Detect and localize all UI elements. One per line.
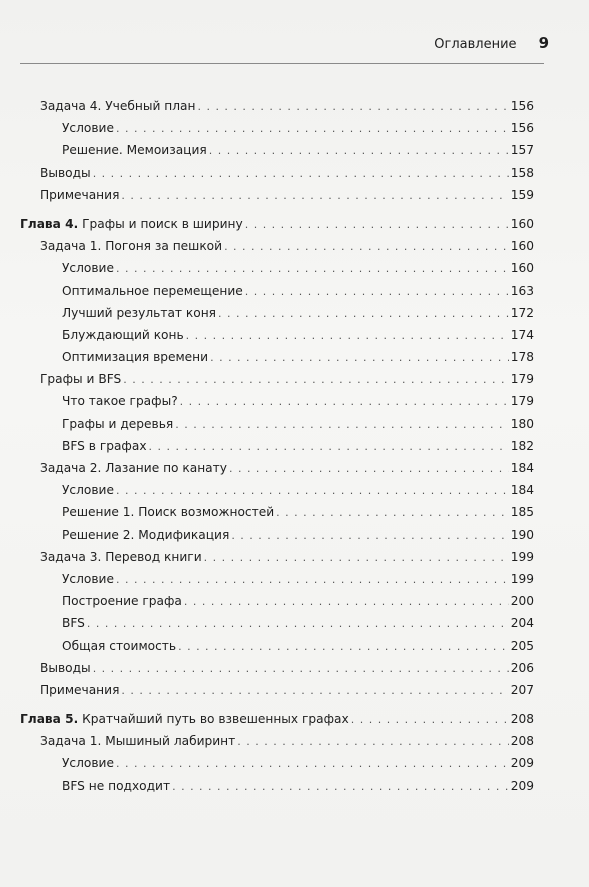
toc-chapter-entry xyxy=(20,213,534,235)
toc-entry-label xyxy=(62,280,243,302)
toc-entry-label xyxy=(62,413,173,435)
toc-entry-label xyxy=(62,501,274,523)
toc-entry xyxy=(20,324,534,346)
dot-leader xyxy=(93,658,509,680)
toc-entry-label xyxy=(20,708,349,730)
toc-entry xyxy=(20,479,534,501)
toc-entry-title: Лучший результат коня xyxy=(62,305,217,320)
toc-entry-label xyxy=(62,117,114,139)
toc-entry-label xyxy=(62,390,178,412)
dot-leader xyxy=(186,325,509,347)
toc-entry-label xyxy=(62,302,216,324)
dot-leader xyxy=(231,525,508,547)
toc-page-number: 205 xyxy=(510,638,534,653)
toc-entry-title: Оптимизация времени xyxy=(62,350,209,365)
toc-entry-title: BFS xyxy=(62,616,85,631)
toc-entry-title: Задача 1. Погоня за пешкой xyxy=(40,239,223,254)
toc-entry-title: BFS в графах xyxy=(62,438,147,453)
dot-leader xyxy=(116,480,509,502)
toc-entry-label xyxy=(40,368,121,390)
dot-leader xyxy=(121,185,508,207)
toc-entry-title: Кратчайший путь во взвешенных графах xyxy=(82,712,349,727)
toc-page-number: 208 xyxy=(510,712,534,727)
toc-entry-title: Задача 4. Учебный план xyxy=(40,99,196,113)
dot-leader xyxy=(245,214,509,236)
toc-entry xyxy=(20,524,534,546)
toc-entry-title: Решение 1. Поиск возможностей xyxy=(62,505,275,520)
toc-entry-title: Условие xyxy=(62,571,114,586)
toc-entry xyxy=(20,679,534,701)
running-head-title: Оглавление xyxy=(434,37,517,52)
toc-page-number: 158 xyxy=(510,165,534,180)
dot-leader xyxy=(123,369,508,391)
toc-page-number: 179 xyxy=(510,372,534,387)
toc-page-number: 156 xyxy=(510,121,534,136)
dot-leader xyxy=(224,236,509,258)
dot-leader xyxy=(116,118,509,140)
dot-leader xyxy=(184,591,509,613)
page-number: 9 xyxy=(538,34,549,52)
toc-entry xyxy=(20,302,534,324)
dot-leader xyxy=(178,636,509,658)
toc-entry-label xyxy=(62,635,176,657)
toc-entry xyxy=(20,346,534,368)
dot-leader xyxy=(116,258,509,280)
dot-leader xyxy=(121,680,508,702)
toc-page-number: 184 xyxy=(510,483,534,498)
toc-entry-title: Примечания xyxy=(40,682,120,697)
toc-page-number: 199 xyxy=(510,571,534,586)
toc-entry xyxy=(20,139,534,161)
toc-entry-label xyxy=(40,679,119,701)
toc-entry-label xyxy=(40,162,91,184)
toc-page-number: 204 xyxy=(510,616,534,631)
toc-page-number: 199 xyxy=(510,549,534,564)
dot-leader xyxy=(93,163,509,185)
toc-entry xyxy=(20,368,534,390)
toc-entry-title: Графы и деревья xyxy=(62,416,174,431)
toc-page-number: 178 xyxy=(510,350,534,365)
toc-page-number: 160 xyxy=(510,216,534,231)
toc-page-number: 156 xyxy=(510,99,534,113)
dot-leader xyxy=(180,391,509,413)
toc-entry xyxy=(20,635,534,657)
toc-entry-title: Решение. Мемоизация xyxy=(62,143,207,158)
toc-entry xyxy=(20,435,534,457)
toc-entry xyxy=(20,184,534,206)
toc-page-number: 209 xyxy=(510,756,534,771)
chapter-number: Глава 4. xyxy=(20,216,79,231)
toc-chapter-entry xyxy=(20,708,534,730)
dot-leader xyxy=(204,547,509,569)
dot-leader xyxy=(218,303,509,325)
toc-entry-title: Примечания xyxy=(40,187,120,202)
dot-leader xyxy=(87,613,509,635)
toc-page-number: 185 xyxy=(510,505,534,520)
toc-entry-label xyxy=(40,95,195,117)
toc-entry-title: Условие xyxy=(62,121,114,136)
toc-entry-title: Графы и BFS xyxy=(40,372,122,387)
toc-entry-title: Блуждающий конь xyxy=(62,327,184,342)
toc-entry-label xyxy=(62,346,208,368)
toc-entry-label xyxy=(62,257,114,279)
toc-page-number: 160 xyxy=(510,261,534,276)
toc-entry xyxy=(20,590,534,612)
toc-entry xyxy=(20,413,534,435)
toc-entry-title: Выводы xyxy=(40,660,91,675)
toc-entry-label xyxy=(40,235,222,257)
toc-page-number: 172 xyxy=(510,305,534,320)
toc-entry-label xyxy=(62,479,114,501)
toc-entry-title: Задача 2. Лазание по канату xyxy=(40,461,227,475)
toc-entry-label xyxy=(40,546,202,568)
header-rule xyxy=(20,63,544,64)
toc-entry-title: Задача 3. Перевод книги xyxy=(40,549,202,564)
toc-entry-title: Общая стоимость xyxy=(62,638,177,653)
toc-entry-label xyxy=(40,730,235,752)
dot-leader xyxy=(237,731,508,753)
toc-page-number: 157 xyxy=(510,143,534,158)
toc-entry xyxy=(20,730,534,752)
toc-entry xyxy=(20,257,534,279)
toc-entry xyxy=(20,657,534,679)
toc-page-number: 180 xyxy=(510,416,534,431)
toc-entry xyxy=(20,752,534,774)
toc-entry-title: Что такое графы? xyxy=(62,394,178,409)
toc-entry-title: Условие xyxy=(62,483,114,498)
toc-entry xyxy=(20,235,534,257)
toc-page-number: 200 xyxy=(510,594,534,609)
toc-entry-title: BFS не подходит xyxy=(62,778,171,793)
toc-entry-title: Решение 2. Модификация xyxy=(62,527,230,542)
toc-entry-title: Условие xyxy=(62,756,114,771)
toc-entry-title: Графы и поиск в ширину xyxy=(82,216,243,231)
toc-entry-label xyxy=(62,775,170,797)
dot-leader xyxy=(209,140,509,162)
dot-leader xyxy=(245,281,509,303)
dot-leader xyxy=(149,436,509,458)
toc-entry xyxy=(20,775,534,797)
toc-page-number: 190 xyxy=(510,527,534,542)
dot-leader xyxy=(351,709,509,731)
dot-leader xyxy=(210,347,509,369)
table-of-contents xyxy=(20,95,534,797)
toc-page-number: 206 xyxy=(510,660,534,675)
toc-entry-label xyxy=(62,752,114,774)
toc-entry-title: Оптимальное перемещение xyxy=(62,283,243,298)
running-head xyxy=(20,34,549,52)
toc-entry-label xyxy=(62,324,184,346)
toc-entry-title: Задача 1. Мышиный лабиринт xyxy=(40,734,236,749)
toc-entry xyxy=(20,95,534,117)
toc-entry-label xyxy=(62,435,147,457)
toc-page-number: 182 xyxy=(510,438,534,453)
toc-entry-label xyxy=(62,139,207,161)
toc-page-number: 160 xyxy=(510,239,534,254)
toc-entry xyxy=(20,280,534,302)
dot-leader xyxy=(116,569,509,591)
toc-entry xyxy=(20,162,534,184)
toc-page-number: 184 xyxy=(510,461,534,475)
toc-entry xyxy=(20,501,534,523)
toc-page-number: 207 xyxy=(510,682,534,697)
toc-entry-label xyxy=(40,184,119,206)
toc-entry xyxy=(20,568,534,590)
dot-leader xyxy=(175,414,509,436)
toc-entry-label xyxy=(62,590,182,612)
toc-entry-label xyxy=(62,612,85,634)
dot-leader xyxy=(116,753,509,775)
toc-entry-title: Выводы xyxy=(40,165,91,180)
toc-entry-label xyxy=(62,568,114,590)
dot-leader xyxy=(172,776,509,798)
chapter-number: Глава 5. xyxy=(20,712,79,727)
toc-page-number: 174 xyxy=(510,327,534,342)
toc-page-number: 159 xyxy=(510,187,534,202)
toc-entry-label xyxy=(62,524,229,546)
toc-entry-title: Построение графа xyxy=(62,594,182,609)
toc-entry-title: Условие xyxy=(62,261,114,276)
toc-page-number: 209 xyxy=(510,778,534,793)
toc-entry-label xyxy=(40,657,91,679)
toc-entry xyxy=(20,546,534,568)
toc-entry-label xyxy=(40,457,227,479)
toc-page-number: 179 xyxy=(510,394,534,409)
dot-leader xyxy=(197,96,508,118)
toc-page-number: 208 xyxy=(510,734,534,749)
toc-entry xyxy=(20,117,534,139)
toc-entry xyxy=(20,612,534,634)
dot-leader xyxy=(276,502,509,524)
toc-entry xyxy=(20,390,534,412)
toc-page-number: 163 xyxy=(510,283,534,298)
toc-entry xyxy=(20,457,534,479)
toc-entry-label xyxy=(20,213,243,235)
dot-leader xyxy=(229,458,509,480)
